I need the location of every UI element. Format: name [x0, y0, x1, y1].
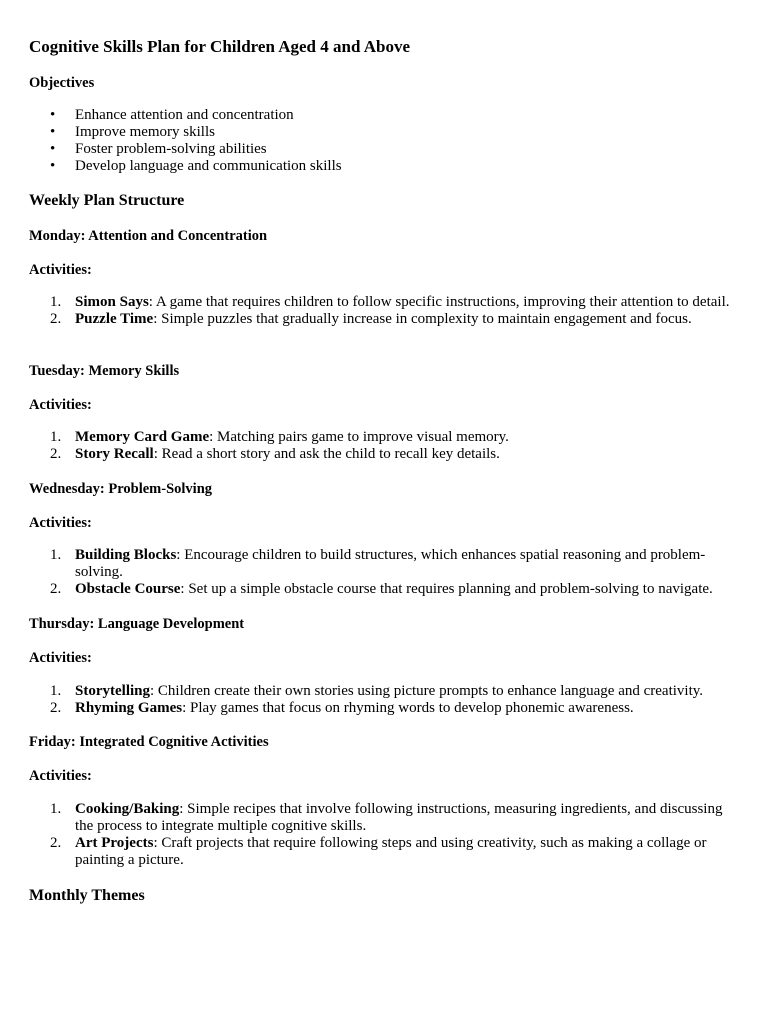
- activity-description: : Read a short story and ask the child to recall key details.: [153, 446, 500, 462]
- activity-name: Storytelling: [75, 683, 150, 699]
- list-item: [29, 294, 735, 311]
- item-number: 2.: [50, 311, 62, 327]
- day-heading-thursday: Thursday: Language Development: [29, 616, 245, 632]
- weekly-plan-heading: Weekly Plan Structure: [29, 192, 185, 209]
- activity-description: : Set up a simple obstacle course that requires planning and problem-solving to navigate.: [180, 581, 713, 597]
- list-item: [29, 683, 735, 700]
- document-title: Cognitive Skills Plan for Children Aged 4 and Above: [29, 37, 410, 56]
- activities-list-thursday: [29, 683, 735, 717]
- list-item: [29, 311, 735, 328]
- item-number: 2.: [50, 700, 62, 716]
- activity-name: Rhyming Games: [75, 700, 183, 716]
- activity-description: : Encourage children to build structures, which enhances spatial reasoning and problem-solving.: [75, 547, 706, 580]
- activity-name: Art Projects: [75, 835, 154, 851]
- activity-name: Simon Says: [75, 294, 149, 310]
- activities-label: Activities:: [29, 262, 92, 278]
- activities-list-wednesday: [29, 547, 735, 598]
- objectives-list: [29, 107, 342, 175]
- list-item: [29, 446, 735, 463]
- day-heading-wednesday: Wednesday: Problem-Solving: [29, 481, 213, 497]
- activity-name: Obstacle Course: [75, 581, 181, 597]
- list-item: • Improve memory skills: [29, 124, 342, 141]
- list-item: [29, 801, 735, 835]
- list-item: [29, 835, 735, 869]
- activity-description: : A game that requires children to follow specific instructions, improving their attention to detail.: [148, 294, 730, 310]
- item-number: 2.: [50, 835, 62, 851]
- day-heading-tuesday: Tuesday: Memory Skills: [29, 363, 180, 379]
- list-item: [29, 429, 735, 446]
- activity-description: : Play games that focus on rhyming words to develop phonemic awareness.: [182, 700, 634, 716]
- list-item: • Develop language and communication skills: [29, 158, 342, 175]
- list-item: • Enhance attention and concentration: [29, 107, 342, 124]
- list-item: [29, 581, 735, 598]
- item-number: 1.: [50, 429, 62, 445]
- activity-name: Cooking/Baking: [75, 801, 180, 817]
- activity-description: : Simple puzzles that gradually increase in complexity to maintain engagement and focus.: [153, 311, 692, 327]
- item-number: 1.: [50, 294, 62, 310]
- item-number: 2.: [50, 581, 62, 597]
- day-heading-monday: Monday: Attention and Concentration: [29, 228, 268, 244]
- activities-label: Activities:: [29, 768, 92, 784]
- list-item: [29, 547, 735, 581]
- activities-list-tuesday: [29, 429, 735, 463]
- item-number: 2.: [50, 446, 62, 462]
- activity-name: Puzzle Time: [75, 311, 154, 327]
- monthly-themes-heading: Monthly Themes: [29, 887, 145, 904]
- activities-label: Activities:: [29, 515, 92, 531]
- item-number: 1.: [50, 683, 62, 699]
- list-item: • Foster problem-solving abilities: [29, 141, 342, 158]
- item-number: 1.: [50, 801, 62, 817]
- list-item: [29, 700, 735, 717]
- day-heading-friday: Friday: Integrated Cognitive Activities: [29, 734, 269, 750]
- activity-name: Building Blocks: [75, 547, 177, 563]
- activity-name: Memory Card Game: [75, 429, 210, 445]
- objectives-heading: Objectives: [29, 75, 95, 91]
- activity-description: : Matching pairs game to improve visual memory.: [209, 429, 509, 445]
- activities-label: Activities:: [29, 397, 92, 413]
- activity-description: : Children create their own stories using picture prompts to enhance language and creativity.: [150, 683, 704, 699]
- activities-list-monday: [29, 294, 735, 328]
- activities-list-friday: [29, 801, 735, 869]
- item-number: 1.: [50, 547, 62, 563]
- activity-description: : Craft projects that require following steps and using creativity, such as making a collage or painting a picture.: [75, 835, 707, 868]
- activity-description: : Simple recipes that involve following instructions, measuring ingredients, and discussing the process to integrate multiple cognitive skills.: [75, 801, 723, 834]
- activities-label: Activities:: [29, 650, 92, 666]
- activity-name: Story Recall: [75, 446, 154, 462]
